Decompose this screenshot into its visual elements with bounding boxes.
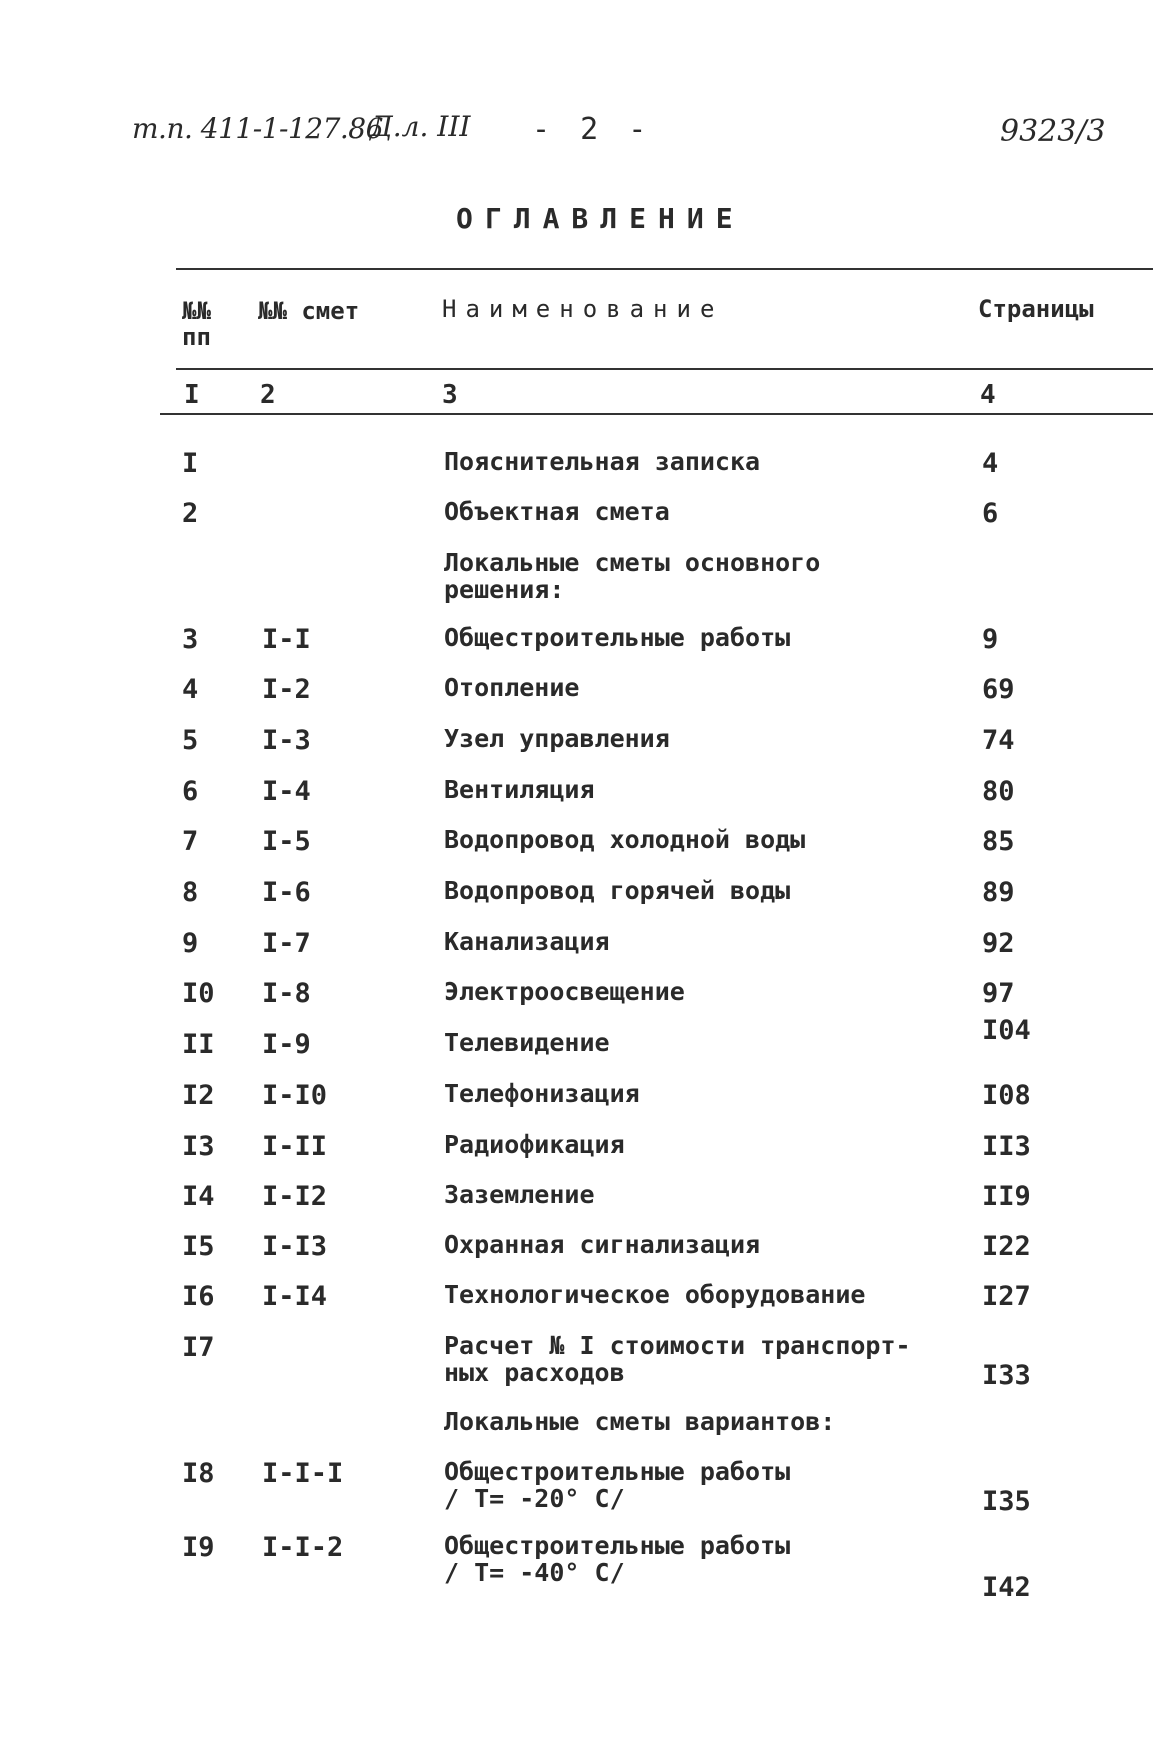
- row-name: Заземление: [444, 1180, 595, 1209]
- row-number: I9: [182, 1532, 215, 1563]
- row-page: 9: [982, 624, 999, 655]
- estimate-number: I-I4: [262, 1281, 328, 1312]
- row-name: Технологическое оборудование: [444, 1280, 866, 1309]
- row-name: Телефонизация: [444, 1079, 640, 1108]
- estimate-number: I-II: [262, 1131, 328, 1162]
- row-page: 6: [982, 498, 999, 529]
- estimate-number: I-I3: [262, 1231, 328, 1262]
- row-number: I3: [182, 1131, 215, 1162]
- row-page: 97: [982, 978, 1015, 1009]
- estimate-number: I-I2: [262, 1181, 328, 1212]
- row-number: I0: [182, 978, 215, 1009]
- estimate-number: I-2: [262, 674, 311, 705]
- column-number-3: 3: [442, 380, 458, 410]
- header-row-number: №№ пп: [182, 297, 211, 351]
- project-code: т.п. 411-1-127.86: [132, 112, 383, 145]
- row-page: 80: [982, 776, 1015, 807]
- row-page: 69: [982, 674, 1015, 705]
- column-number-1: I: [184, 380, 200, 410]
- row-number: 7: [182, 826, 199, 857]
- row-name: Канализация: [444, 927, 610, 956]
- column-number-4: 4: [980, 380, 996, 410]
- row-page: I27: [982, 1281, 1031, 1312]
- row-name: Расчет № I стоимости транспорт- ных расходов: [444, 1331, 911, 1387]
- row-name: Узел управления: [444, 724, 670, 753]
- row-page: 85: [982, 826, 1015, 857]
- row-page: I33: [982, 1360, 1031, 1391]
- row-page: 92: [982, 928, 1015, 959]
- row-name: Локальные сметы основного решения:: [444, 548, 821, 604]
- header-name: Наименование: [442, 295, 724, 323]
- page-title: ОГЛАВЛЕНИЕ: [456, 202, 745, 235]
- row-page: I42: [982, 1572, 1031, 1603]
- row-name: Телевидение: [444, 1028, 610, 1057]
- row-name: Локальные сметы вариантов:: [444, 1407, 836, 1436]
- table-top-rule: [176, 268, 1153, 270]
- row-name: Общестроительные работы / T= -40° C/: [444, 1531, 791, 1587]
- estimate-number: I-3: [262, 725, 311, 756]
- row-number: I2: [182, 1080, 215, 1111]
- estimate-number: I-6: [262, 877, 311, 908]
- row-name: Общестроительные работы: [444, 623, 791, 652]
- row-number: I: [182, 448, 199, 479]
- row-number: 6: [182, 776, 199, 807]
- column-number-2: 2: [260, 380, 276, 410]
- row-page: 4: [982, 448, 999, 479]
- row-number: 3: [182, 624, 199, 655]
- row-number: I8: [182, 1458, 215, 1489]
- estimate-number: I-I0: [262, 1080, 328, 1111]
- row-number: 5: [182, 725, 199, 756]
- row-number: I5: [182, 1231, 215, 1262]
- row-name: Отопление: [444, 673, 580, 702]
- header-pages: Страницы: [978, 295, 1094, 323]
- row-page: I22: [982, 1231, 1031, 1262]
- page-number: - 2 -: [532, 112, 653, 147]
- row-number: I7: [182, 1332, 215, 1363]
- row-name: Охранная сигнализация: [444, 1230, 761, 1259]
- row-name: Водопровод горячей воды: [444, 876, 791, 905]
- header-estimate-number: №№ смет: [258, 297, 360, 325]
- estimate-number: I-7: [262, 928, 311, 959]
- row-page: I35: [982, 1486, 1031, 1517]
- row-name: Электроосвещение: [444, 977, 685, 1006]
- row-name: Водопровод холодной воды: [444, 825, 806, 854]
- estimate-number: I-I-2: [262, 1532, 344, 1563]
- estimate-number: I-8: [262, 978, 311, 1009]
- row-name: Радиофикация: [444, 1130, 625, 1159]
- row-number: 2: [182, 498, 199, 529]
- row-number: I6: [182, 1281, 215, 1312]
- estimate-number: I-I-I: [262, 1458, 344, 1489]
- row-page: I08: [982, 1080, 1031, 1111]
- row-page: 89: [982, 877, 1015, 908]
- row-number: 4: [182, 674, 199, 705]
- estimate-number: I-9: [262, 1029, 311, 1060]
- document-part: Д.л. III: [370, 110, 471, 143]
- table-header-rule: [176, 368, 1153, 370]
- row-number: 8: [182, 877, 199, 908]
- row-page: I04: [982, 1015, 1031, 1046]
- estimate-number: I-I: [262, 624, 311, 655]
- estimate-number: I-5: [262, 826, 311, 857]
- row-page: 74: [982, 725, 1015, 756]
- row-number: I4: [182, 1181, 215, 1212]
- row-name: Общестроительные работы / T= -20° C/: [444, 1457, 791, 1513]
- row-number: II: [182, 1029, 215, 1060]
- table-numbers-rule: [160, 413, 1153, 415]
- sheet-code: 9323/3: [1000, 114, 1106, 149]
- row-page: II9: [982, 1181, 1031, 1212]
- row-number: 9: [182, 928, 199, 959]
- row-page: II3: [982, 1131, 1031, 1162]
- row-name: Пояснительная записка: [444, 447, 761, 476]
- row-name: Вентиляция: [444, 775, 595, 804]
- estimate-number: I-4: [262, 776, 311, 807]
- row-name: Объектная смета: [444, 497, 670, 526]
